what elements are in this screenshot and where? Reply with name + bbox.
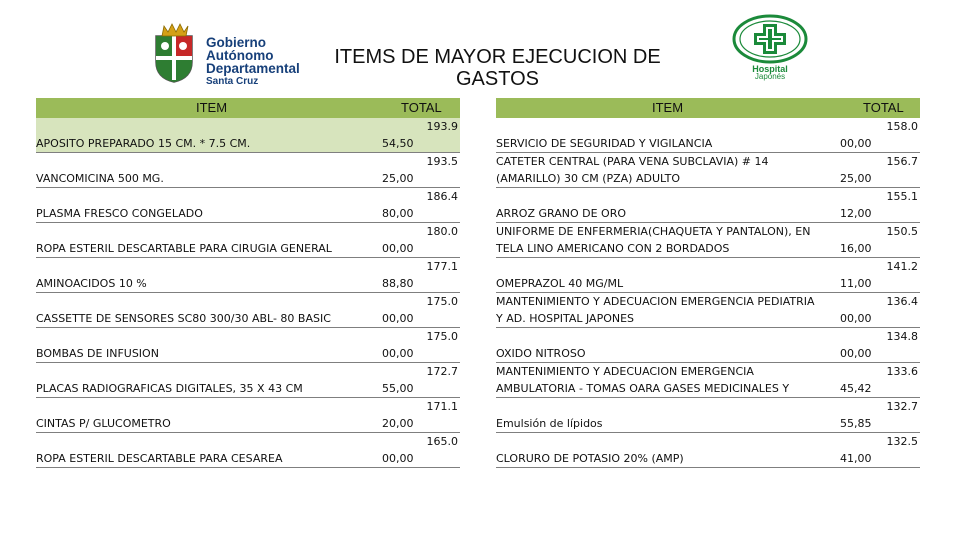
- table-row: [36, 118, 460, 153]
- logo-line-1: Gobierno: [206, 35, 266, 50]
- item-name: CLORURO DE POTASIO 20% (AMP): [496, 452, 684, 465]
- total-value-bottom: 00,00: [382, 452, 414, 465]
- item-name: BOMBAS DE INFUSION: [36, 347, 159, 360]
- item-name: PLACAS RADIOGRAFICAS DIGITALES, 35 X 43 CM: [36, 382, 303, 395]
- right-header-total: TOTAL: [863, 100, 904, 115]
- total-value-bottom: 12,00: [840, 207, 872, 220]
- title-line-1: ITEMS DE MAYOR EJECUCION DE: [334, 46, 661, 68]
- left-header-total: TOTAL: [401, 100, 442, 115]
- total-value-top: 175.0: [426, 295, 458, 308]
- item-name: Emulsión de lípidos: [496, 417, 603, 430]
- total-value-top: 193.9: [426, 120, 458, 133]
- green-cross-icon: [732, 14, 808, 64]
- item-name: SERVICIO DE SEGURIDAD Y VIGILANCIA: [496, 137, 713, 150]
- gobierno-logo-text: [206, 36, 300, 88]
- item-name: CASSETTE DE SENSORES SC80 300/30 ABL- 80 BASIC: [36, 312, 331, 325]
- total-value-bottom: 25,00: [840, 172, 872, 185]
- table-row: [36, 328, 460, 363]
- total-value-top: 156.7: [886, 155, 918, 168]
- total-value-bottom: 00,00: [840, 137, 872, 150]
- total-value-top: 133.6: [886, 365, 918, 378]
- table-row: [496, 153, 920, 188]
- table-row: [36, 293, 460, 328]
- item-name: ROPA ESTERIL DESCARTABLE PARA CIRUGIA GENERAL: [36, 242, 332, 255]
- item-name: AMINOACIDOS 10 %: [36, 277, 147, 290]
- total-value-top: 172.7: [426, 365, 458, 378]
- total-value-bottom: 88,80: [382, 277, 414, 290]
- total-value-bottom: 20,00: [382, 417, 414, 430]
- total-value-top: 136.4: [886, 295, 918, 308]
- total-value-top: 150.5: [886, 225, 918, 238]
- item-name: VANCOMICINA 500 MG.: [36, 172, 164, 185]
- table-row: [36, 433, 460, 468]
- total-value-top: 155.1: [886, 190, 918, 203]
- table-row: [496, 223, 920, 258]
- left-table-header: [36, 98, 460, 118]
- total-value-top: 165.0: [426, 435, 458, 448]
- total-value-top: 134.8: [886, 330, 918, 343]
- table-row: [36, 258, 460, 293]
- item-name: MANTENIMIENTO Y ADECUACION EMERGENCIA AMBULATORIA - TOMAS OARA GASES MEDICINALES Y: [496, 365, 790, 395]
- total-value-top: 186.4: [426, 190, 458, 203]
- total-value-top: 171.1: [426, 400, 458, 413]
- table-row: [496, 433, 920, 468]
- right-header-item: ITEM: [652, 100, 684, 115]
- table-row: [36, 398, 460, 433]
- page-title: [320, 46, 675, 90]
- item-name: MANTENIMIENTO Y ADECUACION EMERGENCIA PEDIATRIA Y AD. HOSPITAL JAPONES: [496, 295, 815, 325]
- title-line-2: GASTOS: [456, 68, 539, 90]
- total-value-bottom: 00,00: [382, 242, 414, 255]
- hospital-logo-text: [728, 65, 812, 81]
- hospital-logo-line-1: Hospital: [752, 64, 788, 74]
- total-value-top: 132.7: [886, 400, 918, 413]
- total-value-top: 180.0: [426, 225, 458, 238]
- table-row: [496, 398, 920, 433]
- logo-line-2: Autónomo: [206, 48, 274, 63]
- table-row: [496, 293, 920, 328]
- table-row: [36, 363, 460, 398]
- gobierno-logo: [150, 22, 310, 87]
- total-value-bottom: 80,00: [382, 207, 414, 220]
- total-value-top: 177.1: [426, 260, 458, 273]
- hospital-logo-line-2: Japonés: [754, 72, 786, 81]
- total-value-bottom: 55,00: [382, 382, 414, 395]
- total-value-bottom: 00,00: [382, 347, 414, 360]
- total-value-bottom: 25,00: [382, 172, 414, 185]
- table-row: [496, 328, 920, 363]
- total-value-bottom: 45,42: [840, 382, 872, 395]
- table-row: [36, 223, 460, 258]
- total-value-top: 158.0: [886, 120, 918, 133]
- total-value-top: 175.0: [426, 330, 458, 343]
- table-row: [496, 258, 920, 293]
- logo-sub: Santa Cruz: [206, 76, 259, 87]
- item-name: APOSITO PREPARADO 15 CM. * 7.5 CM.: [36, 137, 251, 150]
- item-name: PLASMA FRESCO CONGELADO: [36, 207, 203, 220]
- total-value-bottom: 54,50: [382, 137, 414, 150]
- total-value-bottom: 41,00: [840, 452, 872, 465]
- table-row: [496, 188, 920, 223]
- total-value-top: 193.5: [426, 155, 458, 168]
- table-row: [496, 363, 920, 398]
- table-row: [36, 153, 460, 188]
- item-name: CINTAS P/ GLUCOMETRO: [36, 417, 171, 430]
- right-table-header: [496, 98, 920, 118]
- total-value-top: 132.5: [886, 435, 918, 448]
- coat-of-arms-icon: [150, 22, 198, 84]
- item-name: OMEPRAZOL 40 MG/ML: [496, 277, 624, 290]
- item-name: ARROZ GRANO DE ORO: [496, 207, 627, 220]
- total-value-bottom: 55,85: [840, 417, 872, 430]
- hospital-japones-logo: [728, 14, 812, 84]
- total-value-bottom: 00,00: [840, 347, 872, 360]
- table-row: [496, 118, 920, 153]
- left-header-item: ITEM: [196, 100, 228, 115]
- total-value-bottom: 00,00: [382, 312, 414, 325]
- logo-line-3: Departamental: [206, 61, 300, 76]
- item-name: ROPA ESTERIL DESCARTABLE PARA CESAREA: [36, 452, 283, 465]
- item-name: OXIDO NITROSO: [496, 347, 586, 360]
- item-name: CATETER CENTRAL (PARA VENA SUBCLAVIA) # 14 (AMARILLO) 30 CM (PZA) ADULTO: [496, 155, 769, 185]
- total-value-bottom: 16,00: [840, 242, 872, 255]
- total-value-top: 141.2: [886, 260, 918, 273]
- item-name: UNIFORME DE ENFERMERIA(CHAQUETA Y PANTALON), EN TELA LINO AMERICANO CON 2 BORDADOS: [496, 225, 811, 255]
- table-row: [36, 188, 460, 223]
- total-value-bottom: 00,00: [840, 312, 872, 325]
- total-value-bottom: 11,00: [840, 277, 872, 290]
